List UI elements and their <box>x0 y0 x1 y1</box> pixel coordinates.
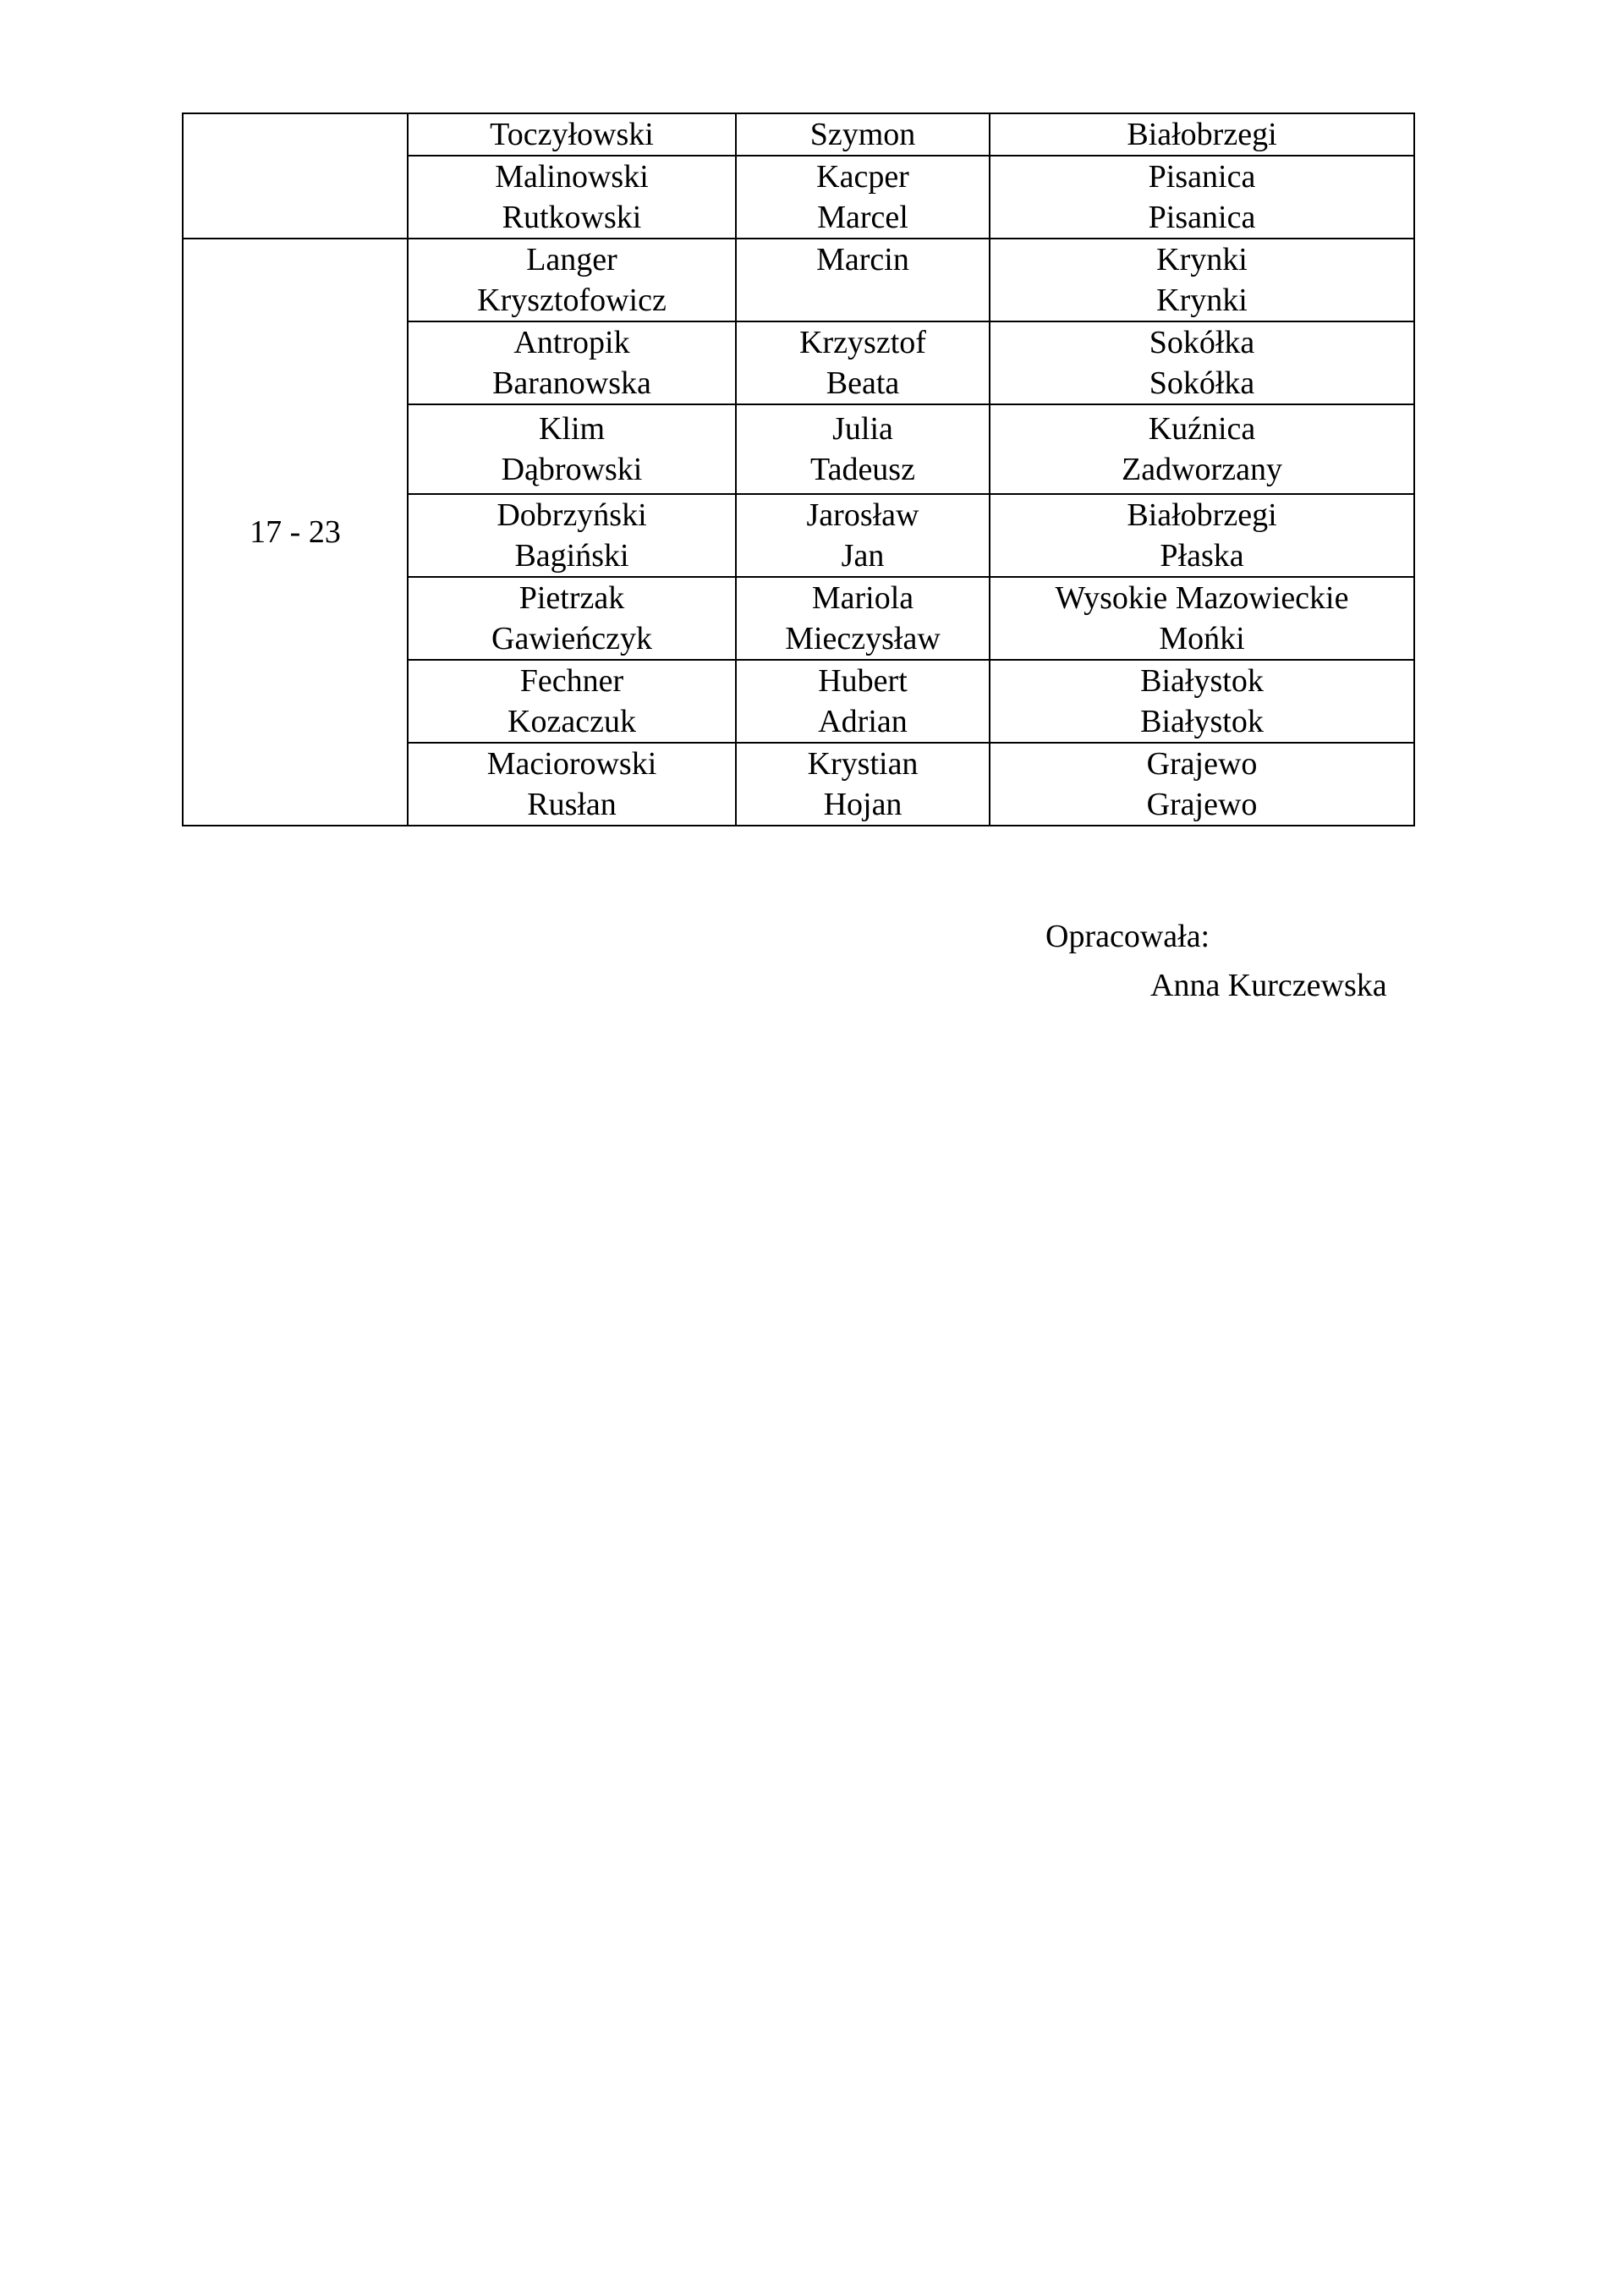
first-name-cell: Marcin <box>736 239 990 321</box>
first-name-cell: Mariola Mieczysław <box>736 577 990 660</box>
table-row <box>183 239 1414 321</box>
first-name-cell: Julia Tadeusz <box>736 404 990 494</box>
town-cell: Grajewo Grajewo <box>990 743 1414 826</box>
first-name-cell: Krzysztof Beata <box>736 321 990 404</box>
first-name-cell: Szymon <box>736 113 990 156</box>
signature-block <box>1045 912 1387 1010</box>
first-name-cell: Hubert Adrian <box>736 660 990 743</box>
surname-cell: Malinowski Rutkowski <box>408 156 736 239</box>
town-cell: Białobrzegi <box>990 113 1414 156</box>
rank-label: 17 - 23 <box>250 514 341 550</box>
rank-cell <box>183 113 408 239</box>
prepared-by-label: Opracowała: <box>1045 919 1210 954</box>
town-cell: Białystok Białystok <box>990 660 1414 743</box>
table-row <box>183 113 1414 156</box>
surname-cell: Dobrzyński Bagiński <box>408 494 736 577</box>
surname-cell: Maciorowski Rusłan <box>408 743 736 826</box>
author-name: Anna Kurczewska <box>1150 968 1387 1003</box>
town-cell: Krynki Krynki <box>990 239 1414 321</box>
town-cell: Kuźnica Zadworzany <box>990 404 1414 494</box>
surname-cell: Klim Dąbrowski <box>408 404 736 494</box>
first-name-cell: Kacper Marcel <box>736 156 990 239</box>
town-cell: Pisanica Pisanica <box>990 156 1414 239</box>
first-name-cell: Jarosław Jan <box>736 494 990 577</box>
surname-cell: Antropik Baranowska <box>408 321 736 404</box>
surname-cell: Toczyłowski <box>408 113 736 156</box>
results-table <box>182 113 1415 826</box>
surname-cell: Langer Krysztofowicz <box>408 239 736 321</box>
town-cell: Wysokie Mazowieckie Mońki <box>990 577 1414 660</box>
first-name-cell: Krystian Hojan <box>736 743 990 826</box>
town-cell: Sokółka Sokółka <box>990 321 1414 404</box>
rank-cell <box>183 239 408 826</box>
surname-cell: Fechner Kozaczuk <box>408 660 736 743</box>
town-cell: Białobrzegi Płaska <box>990 494 1414 577</box>
surname-cell: Pietrzak Gawieńczyk <box>408 577 736 660</box>
